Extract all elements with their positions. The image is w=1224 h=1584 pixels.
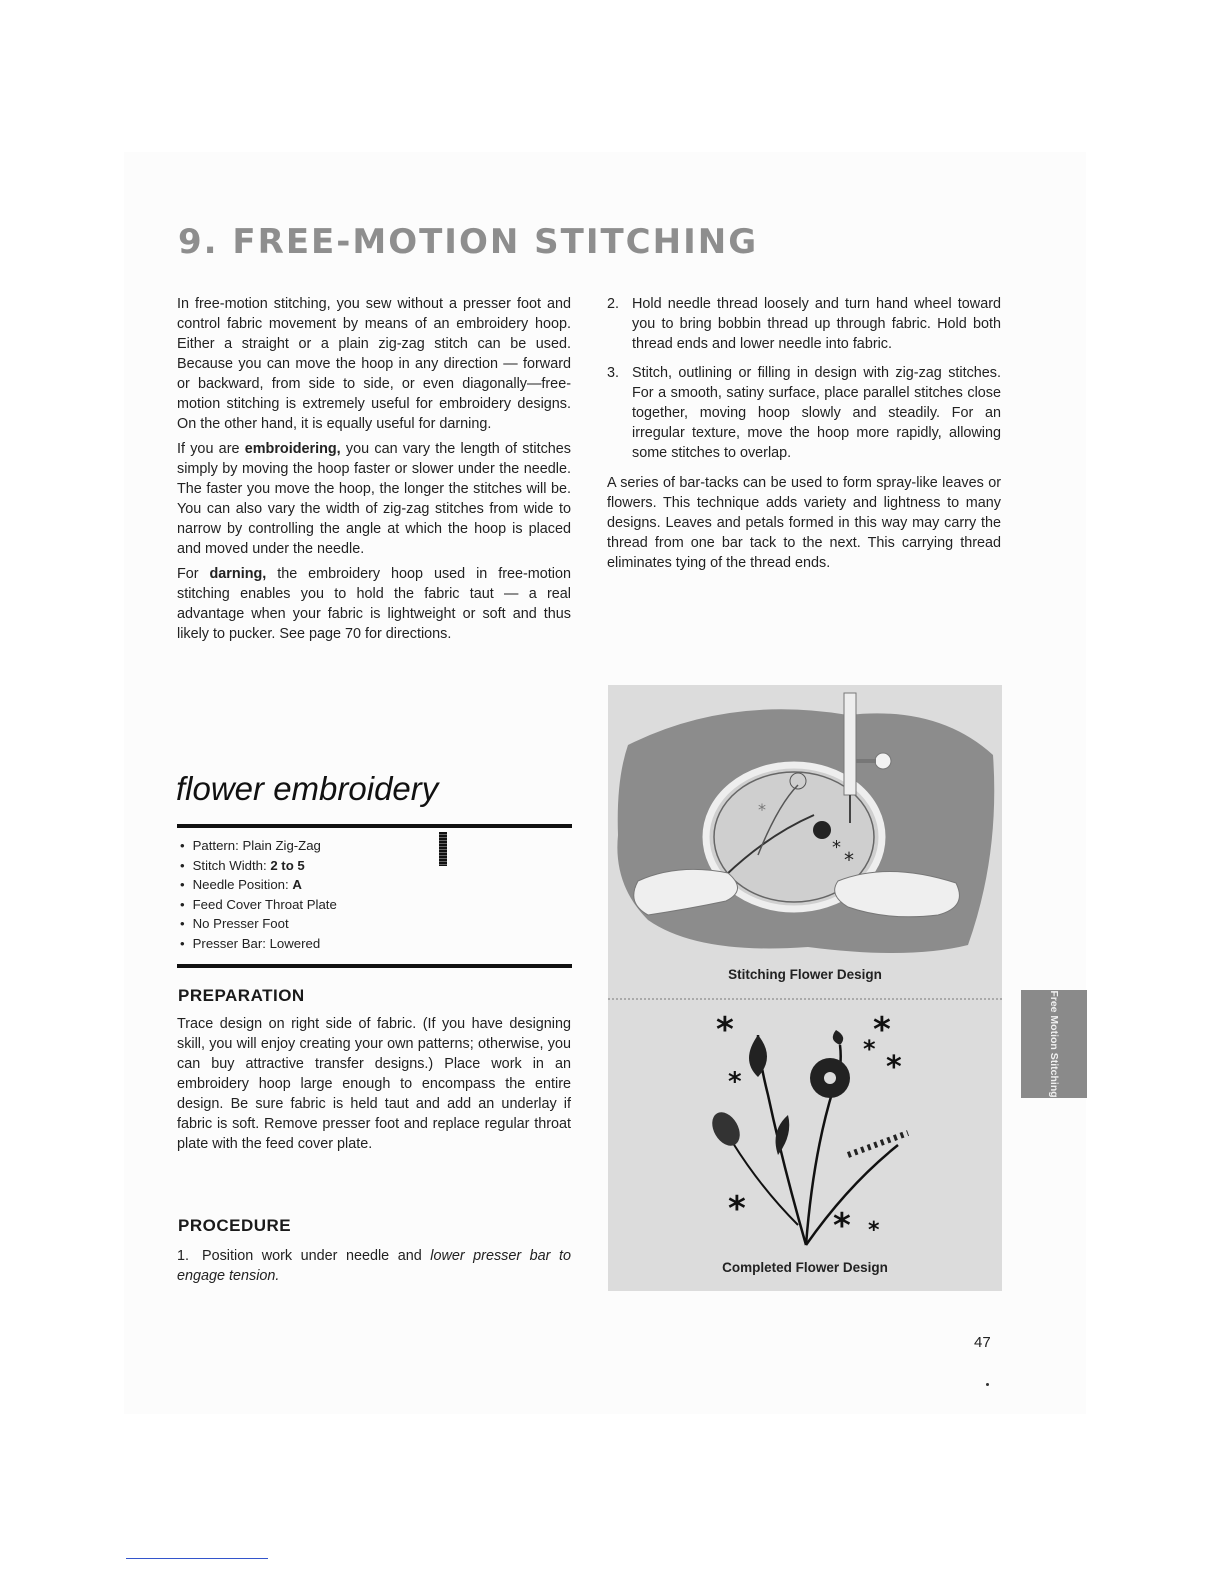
spec-needle-position	[180, 875, 337, 895]
svg-text:*: *	[716, 1010, 734, 1050]
section-subtitle: flower embroidery	[176, 770, 439, 807]
spec-presser-bar: • Presser Bar: Lowered	[180, 934, 337, 954]
svg-text:*: *	[863, 1035, 876, 1063]
leaf-icon	[749, 1035, 767, 1077]
side-tab-label: Free Motion Stitching	[1048, 990, 1060, 1098]
caption-completed: Completed Flower Design	[722, 1260, 888, 1275]
svg-text:*: *	[886, 1050, 902, 1085]
needle-position-label: Needle Position:	[192, 877, 293, 893]
spec-stitch-width	[180, 856, 337, 876]
p3-bold: darning,	[209, 566, 267, 582]
top-rule	[177, 824, 572, 828]
zigzag-stitch-icon	[439, 832, 447, 866]
intro-paragraph-1: In free-motion stitching, you sew without a presser foot and control fabric movement by means of an embroidery hoop. Either a straight or a plain zig-zag stitch can be used. Because you can move the hoop in any direction — forward or backward, from side to side, or even diagonally—free-motion stitching is extremely useful for embroidery designs. On the other hand, it is equally useful for darning.	[177, 296, 571, 432]
stitch-width-value: 2 to 5	[270, 857, 305, 873]
spec-presser-foot: • No Presser Foot	[180, 914, 337, 934]
step-3-text: Stitch, outlining or filling in design with zig-zag stitches. For a smooth, satiny surface, place parallel stitches close together, moving hoop slowly and steadily. For an irregular texture, move the hoop more rapidly, allowing some stitches to overlap.	[632, 365, 1001, 461]
bottom-link-underline[interactable]	[126, 1558, 268, 1559]
step-1-text: Position work under needle and	[202, 1248, 431, 1264]
intro-paragraph-3	[177, 564, 571, 644]
preparation-block	[177, 1014, 571, 1159]
procedure-step-2	[607, 294, 1001, 354]
bar-tacks-paragraph: A series of bar-tacks can be used to form spray-like leaves or flowers. This technique adds variety and lightness to many designs. Leaves and petals formed in this way may carry the thread from one bar tack to the next. This carrying thread eliminates tying of the thread ends.	[607, 475, 1001, 571]
needle-bar	[844, 693, 856, 795]
caption-stitching: Stitching Flower Design	[728, 967, 882, 982]
needle-knob	[875, 753, 891, 769]
section-side-tab[interactable]	[1021, 990, 1087, 1098]
needle-position-icon: A	[292, 877, 302, 893]
svg-text:*: *	[873, 1010, 891, 1050]
svg-text:*: *	[728, 1189, 746, 1229]
scan-dot	[986, 1383, 989, 1386]
manual-page	[124, 152, 1086, 1414]
p3-rest: the embroidery hoop used in free-motion stitching enables you to hold the fabric taut — a real advantage when your fabric is lightweight or soft and thus likely to pucker. See page 70 for directions.	[177, 566, 571, 642]
preparation-heading: PREPARATION	[178, 986, 305, 1005]
preparation-text: Trace design on right side of fabric. (If you have designing skill, you will enjoy creating your own patterns; otherwise, you can buy attractive transfer designs.) Place work in an embroidery hoop large enough to encompass the entire design. Be sure fabric is held taut and add an underlay if fabric is soft. Remove presser foot and replace regular throat plate with the feed cover plate.	[177, 1016, 571, 1152]
svg-text:*: *	[832, 837, 841, 858]
right-column	[607, 294, 1001, 578]
step-1-number: 1.	[177, 1248, 190, 1264]
step-1-italic: lower presser bar to engage tension.	[177, 1248, 572, 1284]
spec-feed-cover: • Feed Cover Throat Plate	[180, 895, 337, 915]
svg-text:*: *	[868, 1218, 880, 1243]
bottom-rule	[177, 964, 572, 968]
step-2-number: 2.	[607, 296, 620, 312]
p2-rest: you can vary the length of stitches simply by moving the hoop faster or slower under the needle. The faster you move the hoop, the longer the stitches will be. You can also vary the width of zig-zag stitches from wide to narrow by controlling the angle at which the hoop is placed and moved under the needle.	[177, 441, 571, 557]
embroidery-illustration	[608, 685, 1002, 1291]
procedure-steps-continued	[607, 294, 1001, 463]
svg-text:*: *	[758, 800, 766, 819]
svg-text:*: *	[844, 848, 854, 872]
p2-bold: embroidering,	[244, 441, 341, 457]
svg-text:*: *	[833, 1206, 851, 1246]
stitch-width-label: Stitch Width:	[192, 857, 271, 873]
p3-lead: For	[177, 566, 210, 582]
spec-pattern: • Pattern: Plain Zig-Zag	[180, 836, 337, 856]
svg-text:*: *	[728, 1067, 742, 1097]
p2-lead: If you are	[177, 441, 245, 457]
step-3-number: 3.	[607, 365, 620, 381]
page-number: 47	[974, 1334, 991, 1351]
illustration-artwork	[608, 685, 1002, 1291]
figure-divider	[608, 998, 1002, 1000]
page-heading: 9. FREE-MOTION STITCHING	[178, 222, 759, 262]
settings-list	[180, 836, 337, 954]
left-column	[177, 294, 571, 649]
procedure-heading: PROCEDURE	[178, 1216, 292, 1235]
procedure-step-1	[177, 1246, 571, 1286]
procedure-step-3	[607, 363, 1001, 463]
step-2-text: Hold needle thread loosely and turn hand wheel toward you to bring bobbin thread up through fabric. Hold both thread ends and lower needle into fabric.	[632, 296, 1001, 352]
intro-paragraph-2	[177, 439, 571, 559]
